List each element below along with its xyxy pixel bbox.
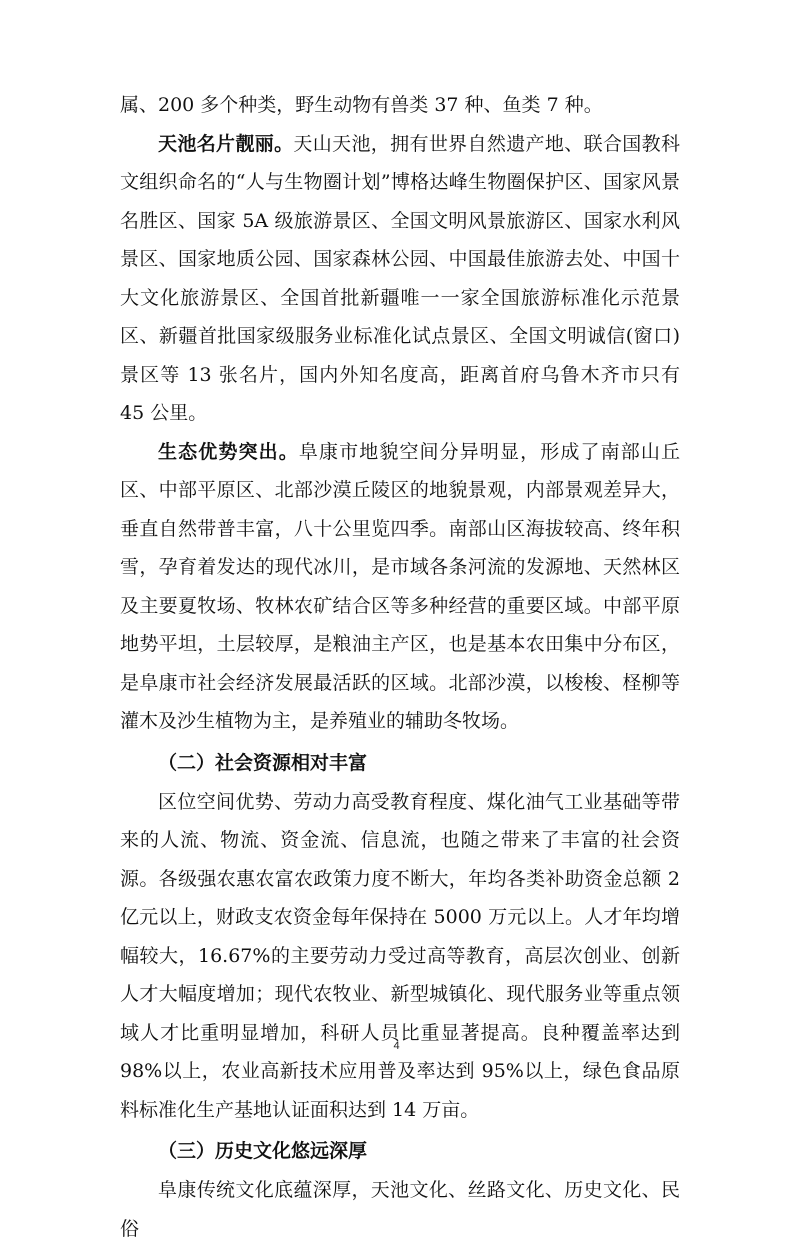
paragraph-text: 阜康市地貌空间分异明显，形成了南部山丘区、中部平原区、北部沙漠丘陵区的地貌景观，内部景观差异大，垂直自然带普丰富，八十公里览四季。南部山区海拔较高、终年积雪，孕育着发达的现代冰川，是市域各条河流的发源地、天然林区及主要夏牧场、牧林农矿结合区等多种经营的重要区域。中部平原地势平坦，土层较厚，是粮油主产区，也是基本农田集中分布区，是阜康市社会经济发展最活跃的区域。北部沙漠，以梭梭、柽柳等灌木及沙生植物为主，是养殖业的辅助冬牧场。 bbox=[120, 440, 680, 732]
paragraph-social-resources bbox=[120, 783, 680, 1130]
paragraph-text: 阜康传统文化底蕴深厚，天池文化、丝路文化、历史文化、民俗 bbox=[120, 1179, 680, 1240]
paragraph-lead: 天池名片靓丽。 bbox=[158, 132, 294, 155]
paragraph-history-culture bbox=[120, 1171, 680, 1248]
paragraph-continuation bbox=[120, 86, 680, 125]
paragraph-tianchi bbox=[120, 125, 680, 433]
paragraph-text: 天山天池，拥有世界自然遗产地、联合国教科文组织命名的“人与生物圈计划”博格达峰生物圈保护区、国家风景名胜区、国家 5A 级旅游景区、全国文明风景旅游区、国家水利风景区、国家地质公园、国家森林公园、中国最佳旅游去处、中国十大文化旅游景区、全国首批新疆唯一一家全国旅游标准化示范景区、新疆首批国家级服务业标准化试点景区、全国文明诚信(窗口)景区等 13 张名片，国内外知名度高，距离首府乌鲁木齐市只有 45 公里。 bbox=[120, 132, 680, 424]
section-heading-social-resources: （二）社会资源相对丰富 bbox=[158, 751, 368, 774]
section-heading-history-culture: （三）历史文化悠远深厚 bbox=[158, 1140, 368, 1162]
paragraph-text: 区位空间优势、劳动力高受教育程度、煤化油气工业基础等带来的人流、物流、资金流、信息流，也随之带来了丰富的社会资源。各级强农惠农富农政策力度不断大，年均各类补助资金总额 2 亿元以上，财政支农资金每年保持在 5000 万元以上。人才年均增幅较大，16.67%的主要劳动力受过高等教育，高层次创业、创新人才大幅度增加；现代农牧业、新型城镇化、现代服务业等重点领域人才比重明显增加，科研人员比重显著提高。良种覆盖率达到 98%以上，农业高新技术应用普及率达到 95%以上，绿色食品原料标准化生产基地认证面积达到 14 万亩。 bbox=[120, 790, 680, 1121]
paragraph-text: 属、200 多个种类，野生动物有兽类 37 种、鱼类 7 种。 bbox=[120, 94, 603, 116]
document-page bbox=[120, 86, 680, 1248]
page-number: 4 bbox=[393, 1040, 400, 1052]
paragraph-ecology bbox=[120, 433, 680, 741]
paragraph-lead: 生态优势突出。 bbox=[158, 440, 299, 463]
